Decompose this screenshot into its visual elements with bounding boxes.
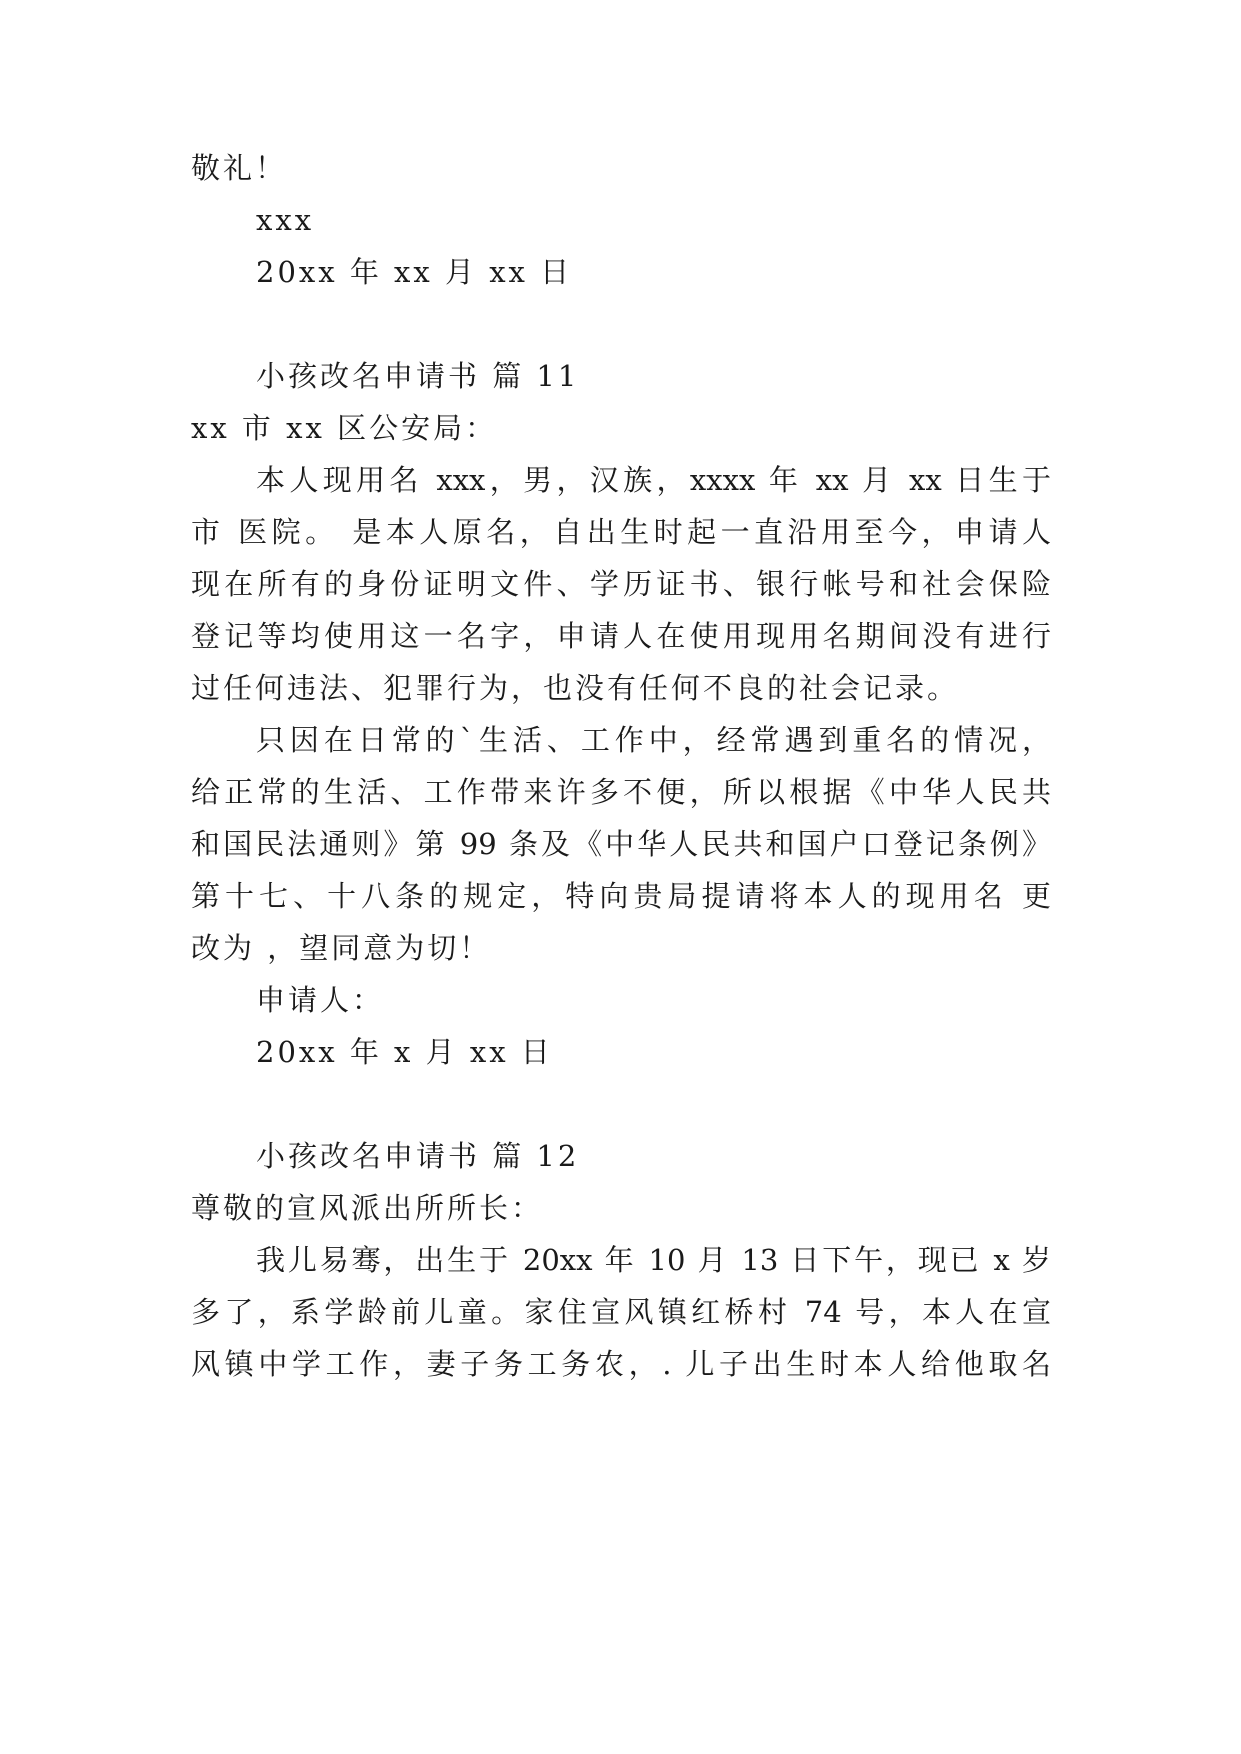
body-line: 给正常的生活、工作带来许多不便，所以根据《中华人民共: [191, 775, 1051, 809]
body-line: 本人现用名 xxx，男，汉族，xxxx 年 xx 月 xx 日生于: [256, 463, 1051, 497]
signature-name: xxx: [256, 203, 315, 237]
body-line: 只因在日常的`生活、工作中，经常遇到重名的情况，: [256, 723, 1051, 757]
body-line: 我儿易骞，出生于 20xx 年 10 月 13 日下午，现已 x 岁: [256, 1243, 1051, 1277]
applicant-label: 申请人：: [256, 983, 385, 1017]
body-line: 改为 ，望同意为切！: [191, 931, 492, 965]
addressee-11: xx 市 xx 区公安局：: [191, 411, 498, 445]
body-line: 多了，系学龄前儿童。家住宣风镇红桥村 74 号，本人在宣: [191, 1295, 1051, 1329]
body-line: 第十七、十八条的规定，特向贵局提请将本人的现用名 更: [191, 879, 1051, 913]
closing-salutation: 敬礼！: [191, 151, 288, 185]
application-date: 20xx 年 x 月 xx 日: [256, 1035, 553, 1069]
body-line: 登记等均使用这一名字，申请人在使用现用名期间没有进行: [191, 619, 1051, 653]
section-heading-11: 小孩改名申请书 篇 11: [256, 359, 580, 393]
body-line: 市 医院。 是本人原名，自出生时起一直沿用至今，申请人: [191, 515, 1051, 549]
body-line: 现在所有的身份证明文件、学历证书、银行帐号和社会保险: [191, 567, 1051, 601]
signature-date: 20xx 年 xx 月 xx 日: [256, 255, 573, 289]
addressee-12: 尊敬的宣风派出所所长：: [191, 1191, 544, 1225]
body-line: 和国民法通则》第 99 条及《中华人民共和国户口登记条例》: [191, 827, 1051, 861]
section-heading-12: 小孩改名申请书 篇 12: [256, 1139, 580, 1173]
body-line: 风镇中学工作，妻子务工务农，. 儿子出生时本人给他取名: [191, 1347, 1051, 1381]
body-line: 过任何违法、犯罪行为，也没有任何不良的社会记录。: [191, 671, 960, 705]
